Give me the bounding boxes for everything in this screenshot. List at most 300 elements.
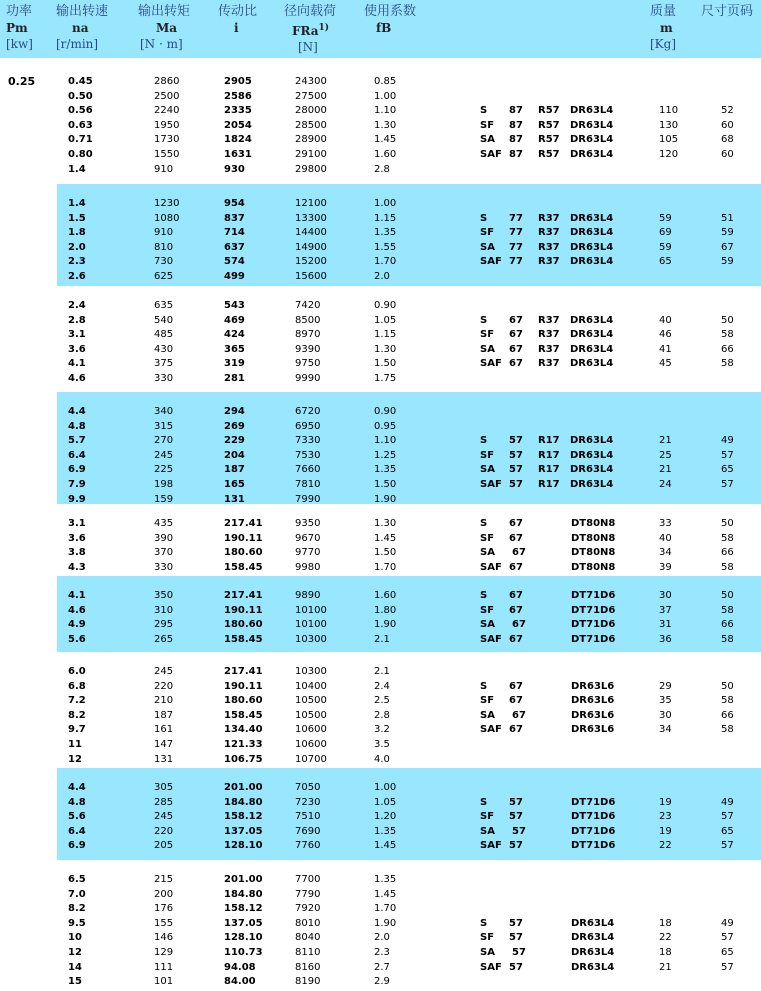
page-cell: 58 bbox=[721, 358, 734, 370]
torque-cell: 730 bbox=[154, 256, 174, 268]
model-size-cell: 87 bbox=[509, 149, 523, 160]
service-factor-cell: 2.5 bbox=[374, 695, 390, 707]
table-row bbox=[57, 975, 761, 990]
ratio-cell: 94.08 bbox=[224, 961, 256, 973]
ratio-cell: 158.45 bbox=[224, 561, 263, 573]
page-cell: 58 bbox=[721, 532, 734, 544]
service-factor-cell: 1.50 bbox=[374, 547, 397, 559]
ratio-cell: 180.60 bbox=[224, 695, 263, 707]
sub-reducer-cell: R57 bbox=[538, 134, 560, 146]
model-type-cell: SF bbox=[480, 119, 495, 131]
speed-cell: 2.0 bbox=[68, 241, 86, 253]
row-group bbox=[57, 184, 761, 286]
table-row bbox=[57, 517, 761, 532]
mass-cell: 19 bbox=[659, 825, 672, 837]
radial-load-cell: 7920 bbox=[295, 903, 321, 915]
page-cell: 59 bbox=[721, 227, 734, 239]
speed-cell: 1.4 bbox=[68, 163, 86, 175]
ratio-cell: 121.33 bbox=[224, 739, 263, 750]
speed-cell: 0.56 bbox=[68, 105, 93, 117]
page-cell: 58 bbox=[721, 724, 734, 736]
torque-cell: 245 bbox=[154, 666, 174, 677]
model-size-cell: 57 bbox=[509, 961, 523, 973]
radial-load-cell: 7530 bbox=[295, 449, 321, 461]
table-row bbox=[57, 90, 761, 105]
mass-cell: 24 bbox=[659, 479, 672, 490]
speed-cell: 2.6 bbox=[68, 271, 86, 282]
service-factor-cell: 1.25 bbox=[374, 449, 397, 461]
mass-cell: 59 bbox=[659, 212, 672, 224]
model-size-cell: 57 bbox=[509, 932, 523, 944]
torque-cell: 220 bbox=[154, 680, 174, 692]
ratio-cell: 134.40 bbox=[224, 724, 263, 736]
radial-load-cell: 9670 bbox=[295, 532, 321, 544]
sub-reducer-cell: R57 bbox=[538, 149, 560, 160]
torque-cell: 305 bbox=[154, 782, 174, 793]
torque-cell: 485 bbox=[154, 329, 174, 341]
motor-cell: DR63L4 bbox=[570, 358, 614, 370]
mass-cell: 46 bbox=[659, 329, 672, 341]
model-type-cell: SA bbox=[480, 134, 495, 146]
model-type-cell: SF bbox=[480, 695, 495, 707]
model-size-cell: 57 bbox=[509, 464, 523, 476]
radial-load-cell: 9770 bbox=[295, 547, 321, 559]
mass-cell: 25 bbox=[659, 449, 672, 461]
page-cell: 57 bbox=[721, 811, 734, 823]
torque-cell: 155 bbox=[154, 917, 174, 929]
motor-cell: DR63L4 bbox=[571, 917, 615, 929]
motor-cell: DR63L4 bbox=[570, 435, 614, 447]
radial-load-cell: 6950 bbox=[295, 420, 321, 432]
page-cell: 65 bbox=[721, 825, 734, 837]
table-row bbox=[57, 917, 761, 932]
model-type-cell: SA bbox=[480, 547, 495, 559]
speed-cell: 12 bbox=[68, 947, 82, 958]
radial-load-cell: 7690 bbox=[295, 825, 321, 837]
page-cell: 49 bbox=[721, 917, 734, 929]
ratio-cell: 190.11 bbox=[224, 604, 263, 616]
service-factor-cell: 1.15 bbox=[374, 329, 397, 341]
service-factor-cell: 1.00 bbox=[374, 90, 397, 102]
ratio-cell: 2054 bbox=[224, 119, 252, 131]
service-factor-cell: 1.70 bbox=[374, 903, 397, 915]
torque-cell: 435 bbox=[154, 518, 174, 529]
model-size-cell: 67 bbox=[509, 518, 523, 529]
service-factor-cell: 2.0 bbox=[374, 271, 390, 282]
motor-cell: DR63L4 bbox=[570, 105, 614, 117]
service-factor-cell: 1.50 bbox=[374, 358, 397, 370]
page-cell: 58 bbox=[721, 561, 734, 573]
speed-cell: 9.5 bbox=[68, 917, 86, 929]
table-row bbox=[57, 618, 761, 633]
speed-cell: 11 bbox=[68, 739, 82, 750]
motor-cell: DT80N8 bbox=[571, 561, 616, 573]
ratio-cell: 165 bbox=[224, 479, 245, 490]
ratio-cell: 158.45 bbox=[224, 709, 263, 721]
service-factor-cell: 1.00 bbox=[374, 782, 397, 793]
model-size-cell: 57 bbox=[512, 947, 526, 958]
model-size-cell: 67 bbox=[512, 619, 526, 631]
torque-cell: 210 bbox=[154, 695, 174, 707]
table-row bbox=[57, 604, 761, 619]
radial-load-cell: 7330 bbox=[295, 435, 321, 447]
ratio-cell: 365 bbox=[224, 343, 245, 355]
model-type-cell: S bbox=[480, 518, 488, 529]
table-row bbox=[57, 946, 761, 961]
model-size-cell: 67 bbox=[509, 329, 523, 341]
table-row bbox=[57, 133, 761, 148]
radial-load-cell: 9750 bbox=[295, 358, 321, 370]
model-size-cell: 77 bbox=[509, 212, 523, 224]
model-size-cell: 67 bbox=[509, 561, 523, 573]
service-factor-cell: 2.4 bbox=[374, 680, 390, 692]
speed-cell: 14 bbox=[68, 961, 82, 973]
torque-cell: 129 bbox=[154, 947, 174, 958]
motor-cell: DR63L6 bbox=[571, 709, 615, 721]
table-row bbox=[57, 163, 761, 178]
service-factor-cell: 1.45 bbox=[374, 840, 397, 852]
model-type-cell: S bbox=[480, 314, 488, 326]
service-factor-cell: 2.8 bbox=[374, 709, 390, 721]
service-factor-cell: 2.1 bbox=[374, 633, 390, 645]
torque-cell: 187 bbox=[154, 709, 174, 721]
model-type-cell: SAF bbox=[480, 149, 502, 160]
page-cell: 58 bbox=[721, 695, 734, 707]
torque-cell: 1950 bbox=[154, 119, 180, 131]
torque-cell: 810 bbox=[154, 241, 174, 253]
motor-cell: DT71D6 bbox=[571, 604, 616, 616]
service-factor-cell: 1.15 bbox=[374, 212, 397, 224]
speed-cell: 3.6 bbox=[68, 343, 86, 355]
torque-cell: 310 bbox=[154, 604, 174, 616]
radial-load-cell: 8010 bbox=[295, 917, 321, 929]
model-type-cell: SA bbox=[480, 464, 495, 476]
model-type-cell: SF bbox=[480, 604, 495, 616]
radial-load-cell: 14400 bbox=[295, 227, 327, 239]
mass-cell: 36 bbox=[659, 633, 672, 645]
speed-cell: 1.5 bbox=[68, 212, 86, 224]
speed-cell: 8.2 bbox=[68, 903, 86, 915]
radial-load-cell: 10500 bbox=[295, 709, 327, 721]
service-factor-cell: 2.3 bbox=[374, 947, 390, 958]
model-type-cell: S bbox=[480, 590, 488, 601]
service-factor-cell: 1.45 bbox=[374, 532, 397, 544]
torque-cell: 910 bbox=[154, 163, 174, 175]
service-factor-cell: 2.0 bbox=[374, 932, 390, 944]
radial-load-cell: 7230 bbox=[295, 796, 321, 808]
ratio-cell: 184.80 bbox=[224, 888, 263, 900]
radial-load-cell: 9390 bbox=[295, 343, 321, 355]
table-row bbox=[57, 825, 761, 840]
torque-cell: 340 bbox=[154, 406, 174, 417]
motor-cell: DT80N8 bbox=[571, 532, 616, 544]
mass-cell: 45 bbox=[659, 358, 672, 370]
speed-cell: 6.5 bbox=[68, 874, 86, 885]
motor-cell: DT71D6 bbox=[571, 796, 616, 808]
ratio-cell: 187 bbox=[224, 464, 245, 476]
service-factor-cell: 1.80 bbox=[374, 604, 397, 616]
torque-cell: 200 bbox=[154, 888, 174, 900]
mass-cell: 23 bbox=[659, 811, 672, 823]
radial-load-cell: 7510 bbox=[295, 811, 321, 823]
service-factor-cell: 1.20 bbox=[374, 811, 397, 823]
ratio-cell: 84.00 bbox=[224, 976, 256, 988]
table-row bbox=[57, 680, 761, 695]
speed-cell: 4.8 bbox=[68, 420, 86, 432]
service-factor-cell: 1.00 bbox=[374, 198, 397, 209]
motor-cell: DT71D6 bbox=[571, 811, 616, 823]
ratio-cell: 294 bbox=[224, 406, 245, 417]
row-group bbox=[57, 576, 761, 652]
torque-cell: 2860 bbox=[154, 76, 180, 87]
sub-reducer-cell: R17 bbox=[538, 449, 560, 461]
mass-cell: 40 bbox=[659, 314, 672, 326]
model-type-cell: SA bbox=[480, 709, 495, 721]
torque-cell: 101 bbox=[154, 976, 174, 988]
model-size-cell: 67 bbox=[509, 695, 523, 707]
service-factor-cell: 2.7 bbox=[374, 961, 390, 973]
radial-load-cell: 8500 bbox=[295, 314, 321, 326]
model-type-cell: SAF bbox=[480, 724, 502, 736]
radial-load-cell: 15200 bbox=[295, 256, 327, 268]
speed-cell: 5.7 bbox=[68, 435, 86, 447]
torque-cell: 245 bbox=[154, 449, 174, 461]
ratio-cell: 837 bbox=[224, 212, 245, 224]
model-type-cell: SAF bbox=[480, 479, 502, 490]
speed-cell: 6.9 bbox=[68, 840, 86, 852]
service-factor-cell: 1.50 bbox=[374, 479, 397, 490]
motor-cell: DT71D6 bbox=[571, 840, 616, 852]
torque-cell: 215 bbox=[154, 874, 174, 885]
model-size-cell: 57 bbox=[509, 796, 523, 808]
radial-load-cell: 9350 bbox=[295, 518, 321, 529]
sub-reducer-cell: R17 bbox=[538, 464, 560, 476]
ratio-cell: 2335 bbox=[224, 105, 252, 117]
radial-load-cell: 28500 bbox=[295, 119, 327, 131]
service-factor-cell: 1.60 bbox=[374, 149, 397, 160]
mass-cell: 69 bbox=[659, 227, 672, 239]
model-size-cell: 57 bbox=[509, 840, 523, 852]
speed-cell: 4.4 bbox=[68, 406, 86, 417]
table-row bbox=[57, 961, 761, 976]
model-type-cell: SF bbox=[480, 811, 495, 823]
page-cell: 67 bbox=[721, 241, 734, 253]
mass-cell: 22 bbox=[659, 932, 672, 944]
speed-cell: 0.71 bbox=[68, 134, 93, 146]
service-factor-cell: 0.85 bbox=[374, 76, 397, 87]
page-cell: 50 bbox=[721, 590, 734, 601]
motor-cell: DR63L4 bbox=[571, 961, 615, 973]
ratio-cell: 137.05 bbox=[224, 825, 263, 837]
radial-load-cell: 10600 bbox=[295, 724, 327, 736]
torque-cell: 635 bbox=[154, 300, 174, 311]
torque-cell: 910 bbox=[154, 227, 174, 239]
model-size-cell: 67 bbox=[509, 680, 523, 692]
torque-cell: 295 bbox=[154, 619, 174, 631]
radial-load-cell: 6720 bbox=[295, 406, 321, 417]
page-cell: 60 bbox=[721, 149, 734, 160]
table-row bbox=[57, 532, 761, 547]
row-group bbox=[57, 652, 761, 768]
page-cell: 58 bbox=[721, 633, 734, 645]
table-row bbox=[57, 665, 761, 680]
radial-load-cell: 10100 bbox=[295, 619, 327, 631]
table-row bbox=[57, 888, 761, 903]
speed-cell: 4.9 bbox=[68, 619, 86, 631]
service-factor-cell: 1.30 bbox=[374, 518, 397, 529]
page-cell: 60 bbox=[721, 119, 734, 131]
model-size-cell: 67 bbox=[512, 547, 526, 559]
service-factor-cell: 3.2 bbox=[374, 724, 390, 736]
model-type-cell: SA bbox=[480, 619, 495, 631]
service-factor-cell: 1.90 bbox=[374, 917, 397, 929]
ratio-cell: 543 bbox=[224, 300, 245, 311]
speed-cell: 0.45 bbox=[68, 76, 93, 87]
table-row bbox=[57, 633, 761, 648]
service-factor-cell: 1.55 bbox=[374, 241, 397, 253]
model-size-cell: 67 bbox=[509, 358, 523, 370]
service-factor-cell: 1.30 bbox=[374, 343, 397, 355]
radial-load-cell: 10700 bbox=[295, 753, 327, 765]
motor-cell: DR63L4 bbox=[570, 119, 614, 131]
model-size-cell: 77 bbox=[509, 241, 523, 253]
torque-cell: 625 bbox=[154, 271, 174, 282]
radial-load-cell: 29100 bbox=[295, 149, 327, 160]
model-type-cell: S bbox=[480, 680, 488, 692]
radial-load-cell: 9890 bbox=[295, 590, 321, 601]
service-factor-cell: 1.45 bbox=[374, 888, 397, 900]
mass-cell: 21 bbox=[659, 961, 672, 973]
speed-cell: 9.7 bbox=[68, 724, 86, 736]
ratio-cell: 637 bbox=[224, 241, 245, 253]
motor-cell: DR63L4 bbox=[570, 329, 614, 341]
model-size-cell: 67 bbox=[509, 343, 523, 355]
radial-load-cell: 8040 bbox=[295, 932, 321, 944]
table-row bbox=[57, 420, 761, 435]
model-type-cell: SA bbox=[480, 343, 495, 355]
sub-reducer-cell: R37 bbox=[538, 212, 560, 224]
table-row bbox=[57, 589, 761, 604]
service-factor-cell: 1.35 bbox=[374, 825, 397, 837]
table-row bbox=[57, 314, 761, 329]
table-row bbox=[57, 839, 761, 854]
torque-cell: 1080 bbox=[154, 212, 180, 224]
table-row bbox=[57, 119, 761, 134]
mass-cell: 34 bbox=[659, 547, 672, 559]
model-size-cell: 57 bbox=[512, 825, 526, 837]
motor-cell: DT80N8 bbox=[571, 518, 616, 529]
service-factor-cell: 1.05 bbox=[374, 796, 397, 808]
ratio-cell: 469 bbox=[224, 314, 245, 326]
model-type-cell: SA bbox=[480, 241, 495, 253]
model-size-cell: 57 bbox=[509, 479, 523, 490]
table-row bbox=[57, 931, 761, 946]
radial-load-cell: 10600 bbox=[295, 739, 327, 750]
model-size-cell: 67 bbox=[509, 604, 523, 616]
ratio-cell: 269 bbox=[224, 420, 245, 432]
ratio-cell: 424 bbox=[224, 329, 245, 341]
radial-load-cell: 10500 bbox=[295, 695, 327, 707]
model-type-cell: SA bbox=[480, 947, 495, 958]
table-row bbox=[57, 75, 761, 90]
radial-load-cell: 7050 bbox=[295, 782, 321, 793]
table-row bbox=[57, 781, 761, 796]
mass-cell: 18 bbox=[659, 917, 672, 929]
radial-load-cell: 7760 bbox=[295, 840, 321, 852]
mass-cell: 22 bbox=[659, 840, 672, 852]
mass-cell: 21 bbox=[659, 435, 672, 447]
service-factor-cell: 2.8 bbox=[374, 163, 390, 175]
motor-cell: DR63L4 bbox=[570, 256, 614, 268]
speed-cell: 3.1 bbox=[68, 518, 86, 529]
speed-cell: 6.8 bbox=[68, 680, 86, 692]
model-type-cell: SF bbox=[480, 932, 495, 944]
ratio-cell: 217.41 bbox=[224, 518, 263, 529]
page-cell: 50 bbox=[721, 680, 734, 692]
row-group bbox=[57, 860, 761, 991]
page-cell: 57 bbox=[721, 840, 734, 852]
torque-cell: 265 bbox=[154, 633, 174, 645]
radial-load-cell: 10400 bbox=[295, 680, 327, 692]
model-size-cell: 67 bbox=[509, 314, 523, 326]
header-ratio: 传动比 i bbox=[218, 4, 258, 35]
service-factor-cell: 1.45 bbox=[374, 134, 397, 146]
torque-cell: 245 bbox=[154, 811, 174, 823]
model-type-cell: SAF bbox=[480, 633, 502, 645]
radial-load-cell: 8160 bbox=[295, 961, 321, 973]
radial-load-cell: 27500 bbox=[295, 90, 327, 102]
ratio-cell: 2905 bbox=[224, 76, 252, 87]
model-type-cell: S bbox=[480, 435, 488, 447]
speed-cell: 12 bbox=[68, 753, 82, 765]
mass-cell: 130 bbox=[659, 119, 679, 131]
model-size-cell: 87 bbox=[509, 105, 523, 117]
row-group bbox=[57, 768, 761, 860]
ratio-cell: 499 bbox=[224, 271, 245, 282]
model-size-cell: 67 bbox=[509, 532, 523, 544]
mass-cell: 29 bbox=[659, 680, 672, 692]
torque-cell: 225 bbox=[154, 464, 174, 476]
header-power: 功率 Pm [kw] bbox=[6, 4, 33, 51]
header-mass: 质量 m [Kg] bbox=[650, 4, 677, 51]
table-row bbox=[57, 212, 761, 227]
header-output-torque: 输出转矩 Ma [N · m] bbox=[138, 4, 191, 51]
mass-cell: 18 bbox=[659, 947, 672, 958]
model-type-cell: SF bbox=[480, 532, 495, 544]
motor-cell: DR63L4 bbox=[570, 134, 614, 146]
motor-cell: DR63L4 bbox=[570, 479, 614, 490]
mass-cell: 59 bbox=[659, 241, 672, 253]
speed-cell: 4.6 bbox=[68, 604, 86, 616]
radial-load-cell: 28000 bbox=[295, 105, 327, 117]
mass-cell: 31 bbox=[659, 619, 672, 631]
service-factor-cell: 2.9 bbox=[374, 976, 390, 988]
page-cell: 52 bbox=[721, 105, 734, 117]
ratio-cell: 229 bbox=[224, 435, 245, 447]
table-row bbox=[57, 873, 761, 888]
motor-cell: DT71D6 bbox=[571, 619, 616, 631]
mass-cell: 110 bbox=[659, 105, 679, 117]
service-factor-cell: 1.90 bbox=[374, 493, 397, 505]
table-row bbox=[57, 546, 761, 561]
table-header bbox=[0, 0, 761, 58]
radial-load-cell: 8110 bbox=[295, 947, 321, 958]
model-type-cell: S bbox=[480, 105, 488, 117]
header-output-speed: 输出转速 na [r/min] bbox=[56, 4, 109, 51]
motor-cell: DR63L4 bbox=[571, 947, 615, 958]
torque-cell: 330 bbox=[154, 561, 174, 573]
service-factor-cell: 3.5 bbox=[374, 739, 390, 750]
